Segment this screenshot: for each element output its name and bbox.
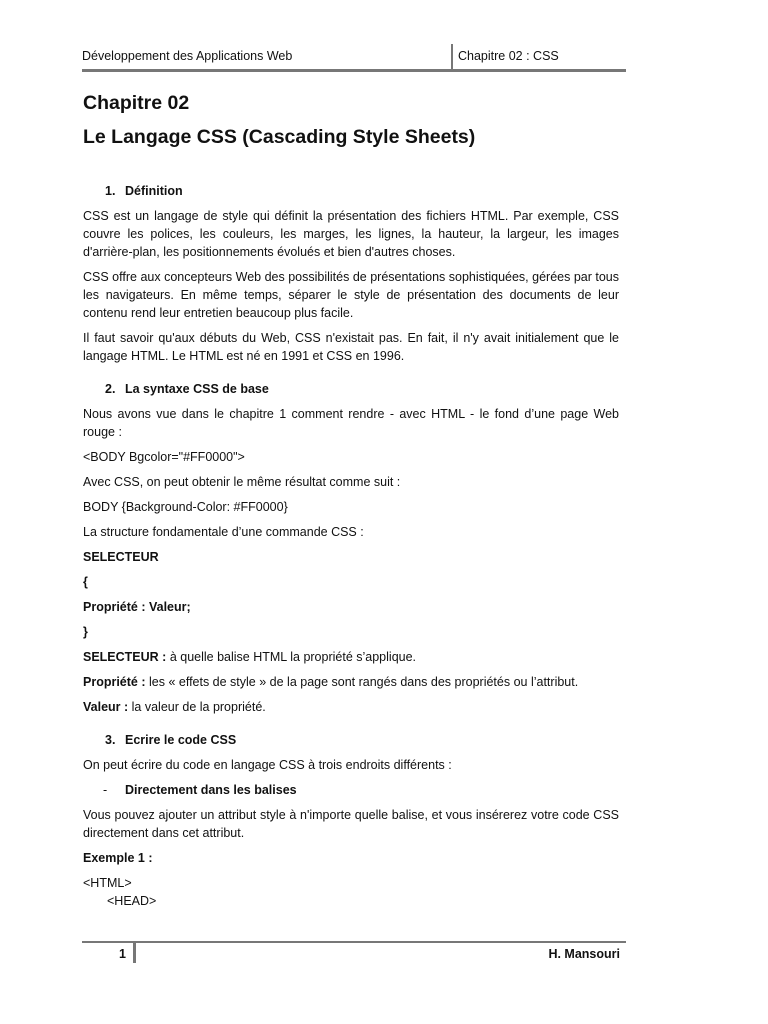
definition-selector xyxy=(83,648,619,666)
page-header xyxy=(82,44,626,70)
header-rule xyxy=(82,69,626,72)
section-number: 3. xyxy=(105,733,116,747)
syntax-close-brace: } xyxy=(83,625,88,639)
syntax-open-brace: { xyxy=(83,575,88,589)
code-line: <HTML> xyxy=(83,876,132,890)
list-dash: - xyxy=(103,783,108,797)
page-number: 1 xyxy=(119,947,126,961)
paragraph: CSS est un langage de style qui définit la présentation des fichiers HTML. Par exemple, CSS couvre les polices, les couleurs, les marges, les lignes, la hauteur, la largeur, les images d'arrière-plan, les positionnements évolués et bien d'autres choses. xyxy=(83,209,619,259)
header-course-title: Développement des Applications Web xyxy=(82,49,293,63)
section-number: 1. xyxy=(105,184,116,198)
paragraph: Il faut savoir qu'aux débuts du Web, CSS n'existait pas. En fait, il n'y avait initialement que le langage HTML. Le HTML est né en 1991 et CSS en 1996. xyxy=(83,331,619,363)
footer-divider xyxy=(133,943,136,963)
section-title: La syntaxe CSS de base xyxy=(125,382,269,396)
example-label: Exemple 1 : xyxy=(83,851,153,865)
section-title: Ecrire le code CSS xyxy=(125,733,237,747)
footer-author: H. Mansouri xyxy=(548,947,620,961)
term-label: SELECTEUR : xyxy=(83,650,167,664)
section-title: Définition xyxy=(125,184,183,198)
term-label: Propriété : xyxy=(83,675,146,689)
section-number: 2. xyxy=(105,382,116,396)
paragraph: On peut écrire du code en langage CSS à trois endroits différents : xyxy=(83,758,452,772)
code-line: <BODY Bgcolor="#FF0000"> xyxy=(83,450,245,464)
section-heading-1 xyxy=(83,182,619,200)
page-body xyxy=(83,90,619,910)
list-item xyxy=(83,781,619,799)
header-divider xyxy=(451,44,453,70)
definition-value xyxy=(83,698,619,716)
definition-property xyxy=(83,673,619,691)
term-text: à quelle balise HTML la propriété s’applique. xyxy=(166,650,417,664)
term-text: la valeur de la propriété. xyxy=(128,700,266,714)
term-label: Valeur : xyxy=(83,700,129,714)
paragraph: La structure fondamentale d’une commande CSS : xyxy=(83,525,364,539)
header-chapter-label: Chapitre 02 : CSS xyxy=(458,49,559,63)
syntax-property: Propriété : Valeur; xyxy=(83,600,191,614)
section-heading-2 xyxy=(83,380,619,398)
section-heading-3 xyxy=(83,731,619,749)
list-item-label: Directement dans les balises xyxy=(125,783,297,797)
code-line: <HEAD> xyxy=(107,894,157,908)
footer-rule xyxy=(82,941,626,943)
chapter-heading: Chapitre 02 xyxy=(83,92,190,114)
code-line: BODY {Background-Color: #FF0000} xyxy=(83,500,288,514)
paragraph: CSS offre aux concepteurs Web des possibilités de présentations sophistiquées, gérées par tous les navigateurs. En même temps, séparer le style de présentation des documents de leur contenu rend leur entretien beaucoup plus facile. xyxy=(83,270,619,320)
chapter-title: Le Langage CSS (Cascading Style Sheets) xyxy=(83,126,476,148)
paragraph: Vous pouvez ajouter un attribut style à n'importe quelle balise, et vous insérerez votre code CSS directement dans cet attribut. xyxy=(83,808,619,840)
term-text: les « effets de style » de la page sont rangés dans des propriétés ou l’attribut. xyxy=(145,675,579,689)
paragraph: Avec CSS, on peut obtenir le même résultat comme suit : xyxy=(83,475,401,489)
paragraph: Nous avons vue dans le chapitre 1 comment rendre - avec HTML - le fond d’une page Web rouge : xyxy=(83,407,619,439)
syntax-selector: SELECTEUR xyxy=(83,550,159,564)
